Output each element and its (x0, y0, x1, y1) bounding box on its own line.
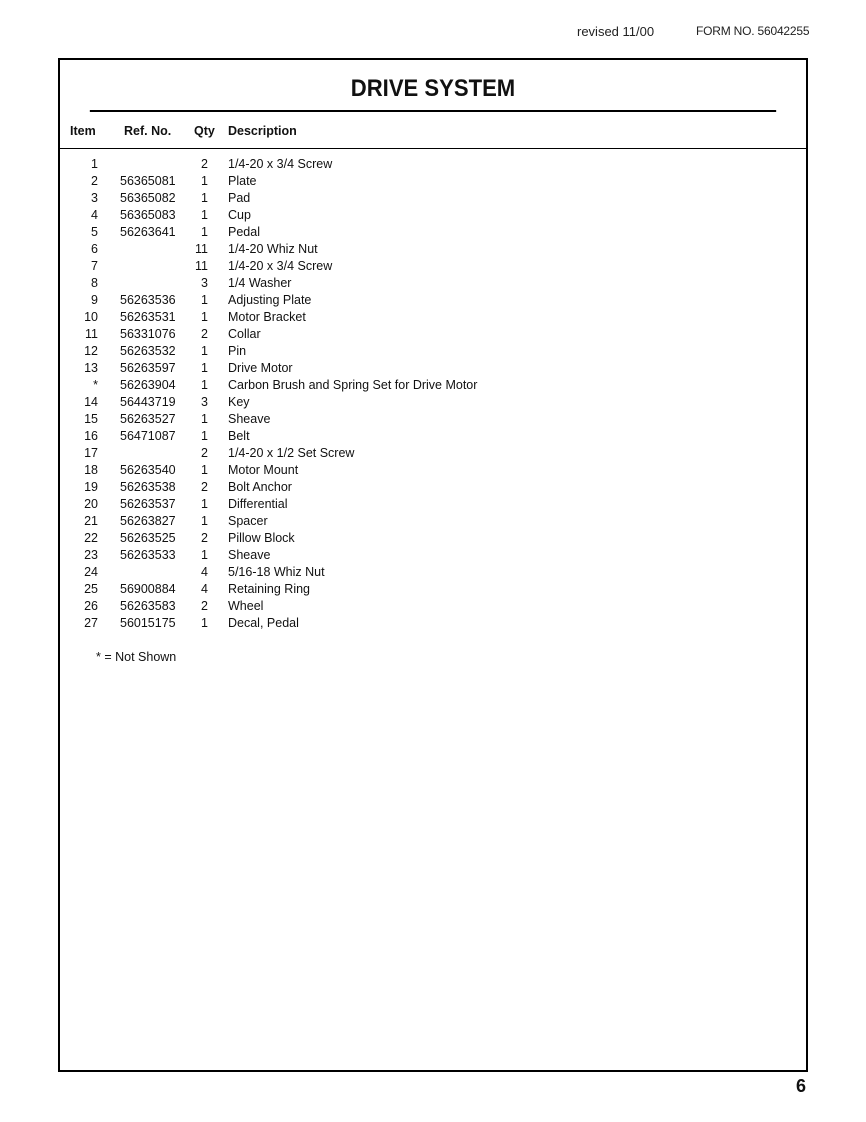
description: Sheave (228, 412, 271, 426)
table-row (60, 292, 806, 309)
ref-number: 56263531 (120, 310, 176, 324)
item-number: 11 (85, 327, 98, 341)
quantity: 11 (195, 259, 208, 273)
item-number: 1 (91, 157, 98, 171)
column-headers (60, 112, 806, 149)
item-number: 23 (84, 548, 98, 562)
ref-number: 56365082 (120, 191, 176, 205)
ref-number: 56263533 (120, 548, 176, 562)
description: Adjusting Plate (228, 293, 312, 307)
ref-number: 56263904 (120, 378, 176, 392)
item-number: 21 (84, 514, 98, 528)
ref-number: 56263525 (120, 531, 176, 545)
item-number: 6 (91, 242, 98, 256)
table-row (60, 428, 806, 445)
item-number: 4 (91, 208, 98, 222)
description: Sheave (228, 548, 271, 562)
parts-table-body (60, 156, 806, 632)
quantity: 4 (201, 565, 208, 579)
item-number: 12 (84, 344, 98, 358)
description: 1/4 Washer (228, 276, 292, 290)
table-row (60, 326, 806, 343)
table-row (60, 598, 806, 615)
ref-number: 56263827 (120, 514, 176, 528)
quantity: 11 (195, 242, 208, 256)
quantity: 1 (201, 514, 208, 528)
table-row (60, 530, 806, 547)
quantity: 1 (201, 191, 208, 205)
quantity: 2 (201, 327, 208, 341)
item-number: 25 (84, 582, 98, 596)
table-row (60, 564, 806, 581)
quantity: 2 (201, 157, 208, 171)
item-number: 5 (91, 225, 98, 239)
table-row (60, 224, 806, 241)
quantity: 1 (201, 225, 208, 239)
description: Motor Bracket (228, 310, 306, 324)
description: Pad (228, 191, 251, 205)
table-row (60, 156, 806, 173)
table-row (60, 241, 806, 258)
description: 5/16-18 Whiz Nut (228, 565, 325, 579)
ref-number: 56263540 (120, 463, 176, 477)
quantity: 3 (201, 276, 208, 290)
quantity: 1 (201, 378, 208, 392)
description: Pillow Block (228, 531, 295, 545)
quantity: 1 (201, 616, 208, 630)
quantity: 4 (201, 582, 208, 596)
description: Pin (228, 344, 247, 358)
ref-number: 56263597 (120, 361, 176, 375)
form-number: FORM NO. 56042255 (696, 24, 810, 38)
item-number: 19 (84, 480, 98, 494)
table-row (60, 462, 806, 479)
description: 1/4-20 x 1/2 Set Screw (228, 446, 355, 460)
footnote: * = Not Shown (96, 650, 177, 664)
item-number: 10 (84, 310, 98, 324)
quantity: 2 (201, 531, 208, 545)
column-header-item: Item (70, 124, 96, 138)
revision-date: revised 11/00 (577, 24, 655, 39)
ref-number: 56263537 (120, 497, 176, 511)
item-number: 14 (84, 395, 98, 409)
ref-number: 56263641 (120, 225, 176, 239)
table-row (60, 615, 806, 632)
ref-number: 56471087 (120, 429, 176, 443)
quantity: 2 (201, 599, 208, 613)
table-row (60, 445, 806, 462)
table-row (60, 411, 806, 428)
quantity: 1 (201, 497, 208, 511)
description: Key (228, 395, 250, 409)
quantity: 1 (201, 361, 208, 375)
description: Plate (228, 174, 257, 188)
item-number: 8 (91, 276, 98, 290)
description: Wheel (228, 599, 264, 613)
quantity: 1 (201, 310, 208, 324)
description: Differential (228, 497, 288, 511)
ref-number: 56263536 (120, 293, 176, 307)
item-number: * (93, 378, 98, 392)
item-number: 15 (84, 412, 98, 426)
page-number: 6 (796, 1076, 807, 1096)
description: Retaining Ring (228, 582, 310, 596)
quantity: 2 (201, 446, 208, 460)
table-row (60, 258, 806, 275)
table-row (60, 309, 806, 326)
description: 1/4-20 x 3/4 Screw (228, 157, 333, 171)
description: 1/4-20 x 3/4 Screw (228, 259, 333, 273)
item-number: 27 (84, 616, 98, 630)
table-row (60, 275, 806, 292)
ref-number: 56263527 (120, 412, 176, 426)
item-number: 9 (91, 293, 98, 307)
page-title: DRIVE SYSTEM (90, 60, 776, 112)
quantity: 3 (201, 395, 208, 409)
quantity: 1 (201, 548, 208, 562)
description: Bolt Anchor (228, 480, 292, 494)
ref-number: 56365083 (120, 208, 176, 222)
table-row (60, 207, 806, 224)
table-row (60, 360, 806, 377)
item-number: 26 (84, 599, 98, 613)
quantity: 1 (201, 412, 208, 426)
quantity: 1 (201, 208, 208, 222)
table-row (60, 394, 806, 411)
item-number: 22 (84, 531, 98, 545)
ref-number: 56015175 (120, 616, 176, 630)
ref-number: 56263583 (120, 599, 176, 613)
item-number: 20 (84, 497, 98, 511)
ref-number: 56443719 (120, 395, 176, 409)
table-row (60, 479, 806, 496)
table-row (60, 581, 806, 598)
quantity: 1 (201, 463, 208, 477)
description: Motor Mount (228, 463, 299, 477)
description: 1/4-20 Whiz Nut (228, 242, 318, 256)
description: Spacer (228, 514, 268, 528)
description: Drive Motor (228, 361, 293, 375)
table-row (60, 377, 806, 394)
ref-number: 56331076 (120, 327, 176, 341)
item-number: 18 (84, 463, 98, 477)
quantity: 1 (201, 429, 208, 443)
quantity: 1 (201, 293, 208, 307)
table-row (60, 173, 806, 190)
ref-number: 56263532 (120, 344, 176, 358)
parts-list-frame (58, 58, 808, 1072)
column-header-qty: Qty (194, 124, 215, 138)
item-number: 3 (91, 191, 98, 205)
quantity: 2 (201, 480, 208, 494)
item-number: 2 (91, 174, 98, 188)
table-row (60, 343, 806, 360)
table-row (60, 513, 806, 530)
ref-number: 56365081 (120, 174, 176, 188)
description: Pedal (228, 225, 260, 239)
table-row (60, 496, 806, 513)
description: Cup (228, 208, 251, 222)
item-number: 17 (84, 446, 98, 460)
ref-number: 56263538 (120, 480, 176, 494)
column-header-ref-no: Ref. No. (124, 124, 172, 138)
description: Belt (228, 429, 250, 443)
table-row (60, 547, 806, 564)
quantity: 1 (201, 344, 208, 358)
ref-number: 56900884 (120, 582, 176, 596)
description: Carbon Brush and Spring Set for Drive Motor (228, 378, 478, 392)
description: Collar (228, 327, 261, 341)
description: Decal, Pedal (228, 616, 299, 630)
item-number: 24 (84, 565, 98, 579)
table-row (60, 190, 806, 207)
item-number: 13 (84, 361, 98, 375)
item-number: 16 (84, 429, 98, 443)
column-header-description: Description (228, 124, 297, 138)
quantity: 1 (201, 174, 208, 188)
item-number: 7 (91, 259, 98, 273)
